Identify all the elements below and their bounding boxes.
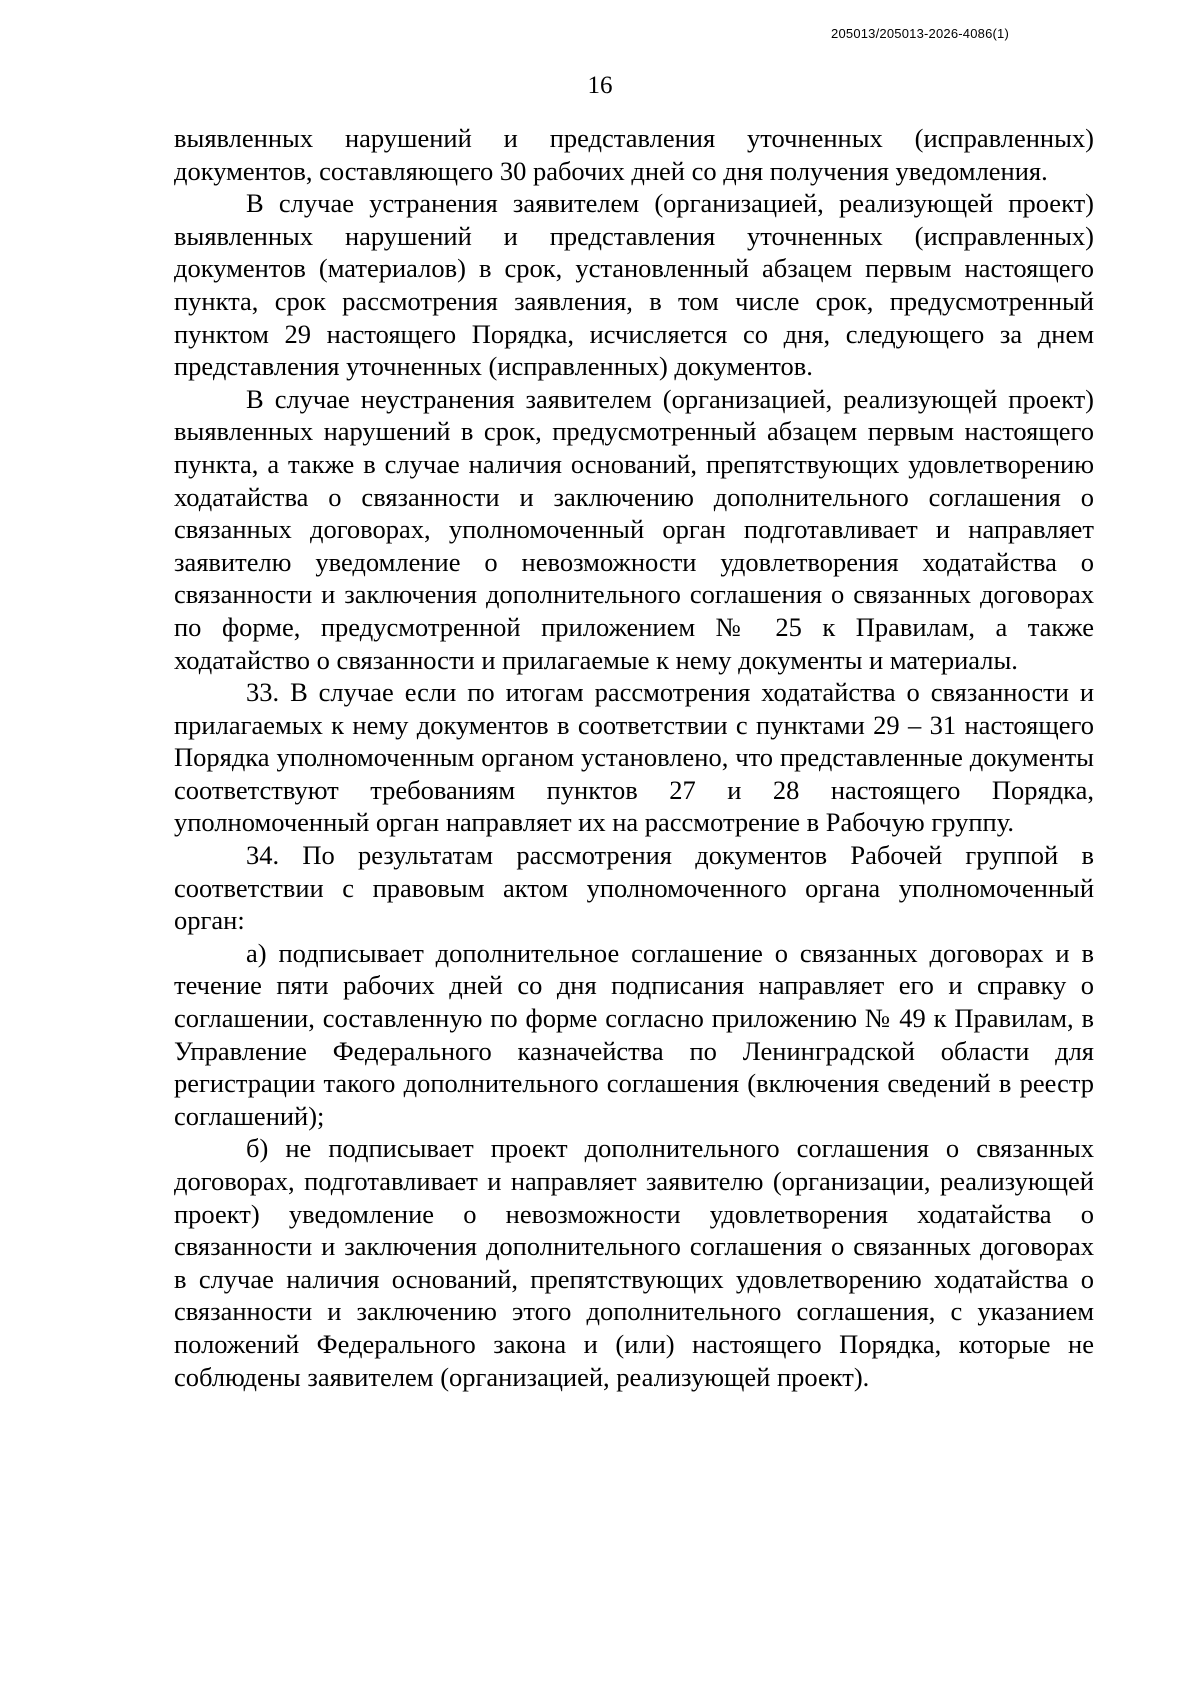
page-number: 16: [587, 72, 613, 99]
paragraph-remedy-not-in-time: В случае неустранения заявителем (организацией, реализующей проект) выявленных нарушений в срок, предусмотренный абзацем первым настоящего пункта, а также в случае наличия оснований, препятствующих удовлетворению ходатайства о связанности и заключению дополнительного соглашения о связанных договорах, уполномоченный орган подготавливает и направляет заявителю уведомление о невозможности удовлетворения ходатайства о связанности и заключения дополнительного соглашения о связанных договорах по форме, предусмотренной приложением № 25 к Правилам, а также ходатайство о связанности и прилагаемые к нему документы и материалы.: [174, 383, 1094, 675]
paragraph-item-34: 34. По результатам рассмотрения документов Рабочей группой в соответствии с правовым актом уполномоченного органа уполномоченный орган:: [174, 840, 1094, 936]
document-body: [174, 122, 1094, 1393]
paragraph-item-34-a: а) подписывает дополнительное соглашение о связанных договорах и в течение пяти рабочих дней со дня подписания направляет его и справку о соглашении, составленную по форме согласно приложению № 49 к Правилам, в Управление Федерального казначейства по Ленинградской области для регистрации такого дополнительного соглашения (включения сведений в реестр соглашений);: [174, 937, 1094, 1131]
paragraph-continuation: выявленных нарушений и представления уточненных (исправленных) документов, составляющего 30 рабочих дней со дня получения уведомления.: [174, 123, 1094, 186]
document-id: 205013/205013-2026-4086(1): [831, 26, 1009, 41]
paragraph-item-33: 33. В случае если по итогам рассмотрения ходатайства о связанности и прилагаемых к нему документов в соответствии с пунктами 29 – 31 настоящего Порядка уполномоченным органом установлено, что представленные документы соответствуют требованиям пунктов 27 и 28 настоящего Порядка, уполномоченный орган направляет их на рассмотрение в Рабочую группу.: [174, 677, 1094, 838]
paragraph-item-34-b: б) не подписывает проект дополнительного соглашения о связанных договорах, подготавливает и направляет заявителю (организации, реализующей проект) уведомление о невозможности удовлетворения ходатайства о связанности и заключения дополнительного соглашения о связанных договорах в случае наличия оснований, препятствующих удовлетворению ходатайства о связанности и заключению этого дополнительного соглашения, с указанием положений Федерального закона и (или) настоящего Порядка, которые не соблюдены заявителем (организацией, реализующей проект).: [174, 1133, 1094, 1392]
paragraph-remedy-in-time: В случае устранения заявителем (организацией, реализующей проект) выявленных нарушений и представления уточненных (исправленных) документов (материалов) в срок, установленный абзацем первым настоящего пункта, срок рассмотрения заявления, в том числе срок, предусмотренный пунктом 29 настоящего Порядка, исчисляется со дня, следующего за днем представления уточненных (исправленных) документов.: [174, 188, 1094, 382]
